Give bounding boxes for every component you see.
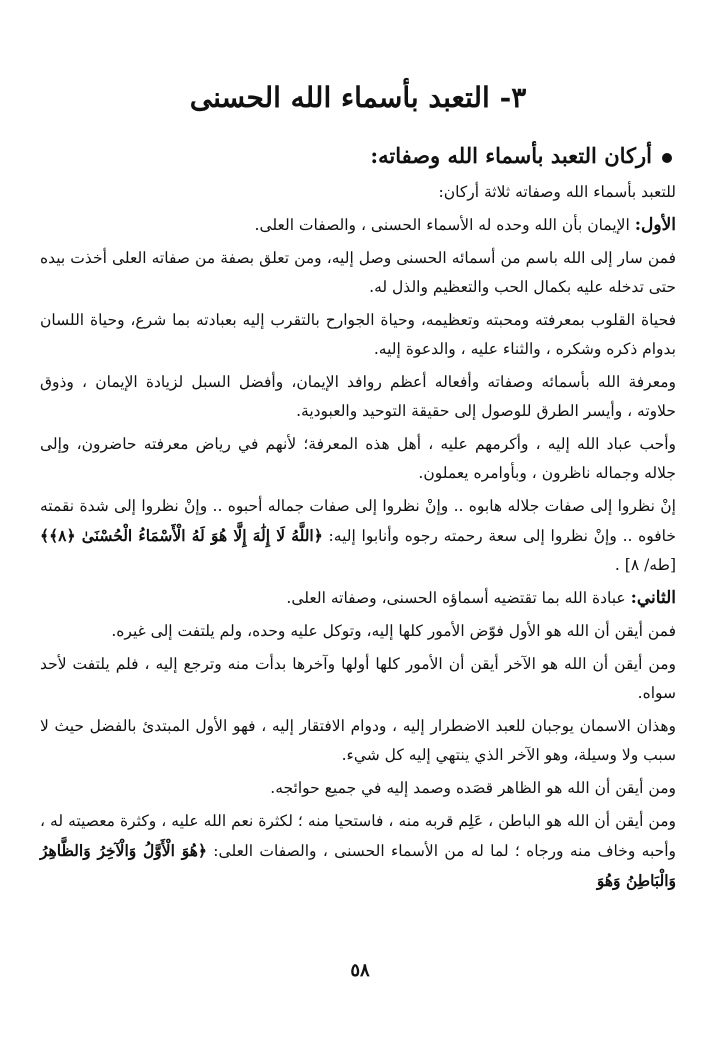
quran-verse-2: ﴿هُوَ الْأَوَّلُ وَالْآخِرُ وَالظَّاهِرُ وَالْبَاطِنُ وَهُوَ	[40, 841, 676, 890]
pillar-two-text: عبادة الله بما تقتضيه أسماؤه الحسنى، وصفاته العلى.	[286, 589, 631, 607]
paragraph-3: ومعرفة الله بأسمائه وصفاته وأفعاله أعظم روافد الإيمان، وأفضل السبل لزيادة الإيمان ، وذوق حلاوته ، وأيسر الطرق للوصول إلى حقيقة التوحيد والعبودية.	[40, 373, 676, 420]
paragraph-4: وأحب عباد الله إليه ، وأكرمهم عليه ، أهل هذه المعرفة؛ لأنهم في رياض معرفته حاضرون، وإلى جلاله وجماله ناظرون ، وبأوامره يعملون.	[40, 435, 676, 482]
paragraph-9: ومن أيقن أن الله هو الظاهر قصَده وصمد إليه في جميع حوائجه.	[270, 779, 676, 797]
verse-reference: [طه/ ٨] .	[614, 556, 676, 574]
quran-verse: ﴿اللَّهُ لَا إِلَٰهَ إِلَّا هُوَ لَهُ الْأَسْمَاءُ الْحُسْنَىٰ ﴿٨﴾﴾	[40, 526, 323, 545]
paragraph-10-text: ومن أيقن أن الله هو الباطن ، عَلِم قربه منه ، فاستحيا منه ؛ لكثرة نعم الله عليه ، وكثرة معصيته له ، وأحبه وخاف منه ورجاه ؛ لما له من الأسماء الحسنى ، والصفات العلى:	[40, 812, 676, 860]
pillar-one	[40, 211, 676, 240]
subheading	[40, 140, 676, 172]
pillar-two-label: الثاني:	[630, 588, 676, 608]
section-title: ٣- التعبد بأسماء الله الحسنى	[189, 81, 527, 114]
paragraph-6: فمن أيقن أن الله هو الأول فوّض الأمور كلها إليه، وتوكل عليه وحده، ولم يلتفت إلى غيره.	[111, 622, 676, 640]
pillar-two	[40, 584, 676, 613]
paragraph-5	[40, 492, 676, 580]
paragraph-1: فمن سار إلى الله باسم من أسمائه الحسنى وصل إليه، ومن تعلق بصفة من صفاته العلى أخذت بيده حتى تدخله عليه بكمال الحب والتعظيم والذل له.	[40, 249, 676, 296]
pillar-one-text: الإيمان بأن الله وحده له الأسماء الحسنى ، والصفات العلى.	[254, 216, 635, 234]
paragraph-10	[40, 807, 676, 896]
paragraph-2: فحياة القلوب بمعرفته ومحبته وتعظيمه، وحياة الجوارح بالتقرب إليه بعبادته بما شرع، وحياة اللسان بدوام ذكره وشكره ، والثناء عليه ، والدعوة إليه.	[40, 311, 676, 358]
intro-paragraph: للتعبد بأسماء الله وصفاته ثلاثة أركان:	[438, 183, 676, 201]
paragraph-5-text: إنْ نظروا إلى صفات جلاله هابوه .. وإنْ نظروا إلى صفات جماله أحبوه .. وإنْ نظروا إلى شدة نقمته خافوه .. وإنْ نظروا إلى سعة رحمته رجوه وأنابوا إليه:	[40, 497, 676, 545]
bullet-icon	[662, 153, 672, 163]
subheading-text: أركان التعبد بأسماء الله وصفاته:	[370, 143, 652, 168]
page-number: ٥٨	[350, 960, 370, 981]
paragraph-7: ومن أيقن أن الله هو الآخر أيقن أن الأمور كلها أولها وآخرها بدأت منه وترجع إليه ، فلم يلتفت لأحد سواه.	[40, 655, 676, 702]
paragraph-8: وهذان الاسمان يوجبان للعبد الاضطرار إليه ، ودوام الافتقار إليه ، فهو الأول المبتدئ بالفضل حيث لا سبب ولا وسيلة، وهو الآخر الذي ينتهي إليه كل شيء.	[40, 717, 676, 764]
pillar-one-label: الأول:	[634, 215, 676, 235]
